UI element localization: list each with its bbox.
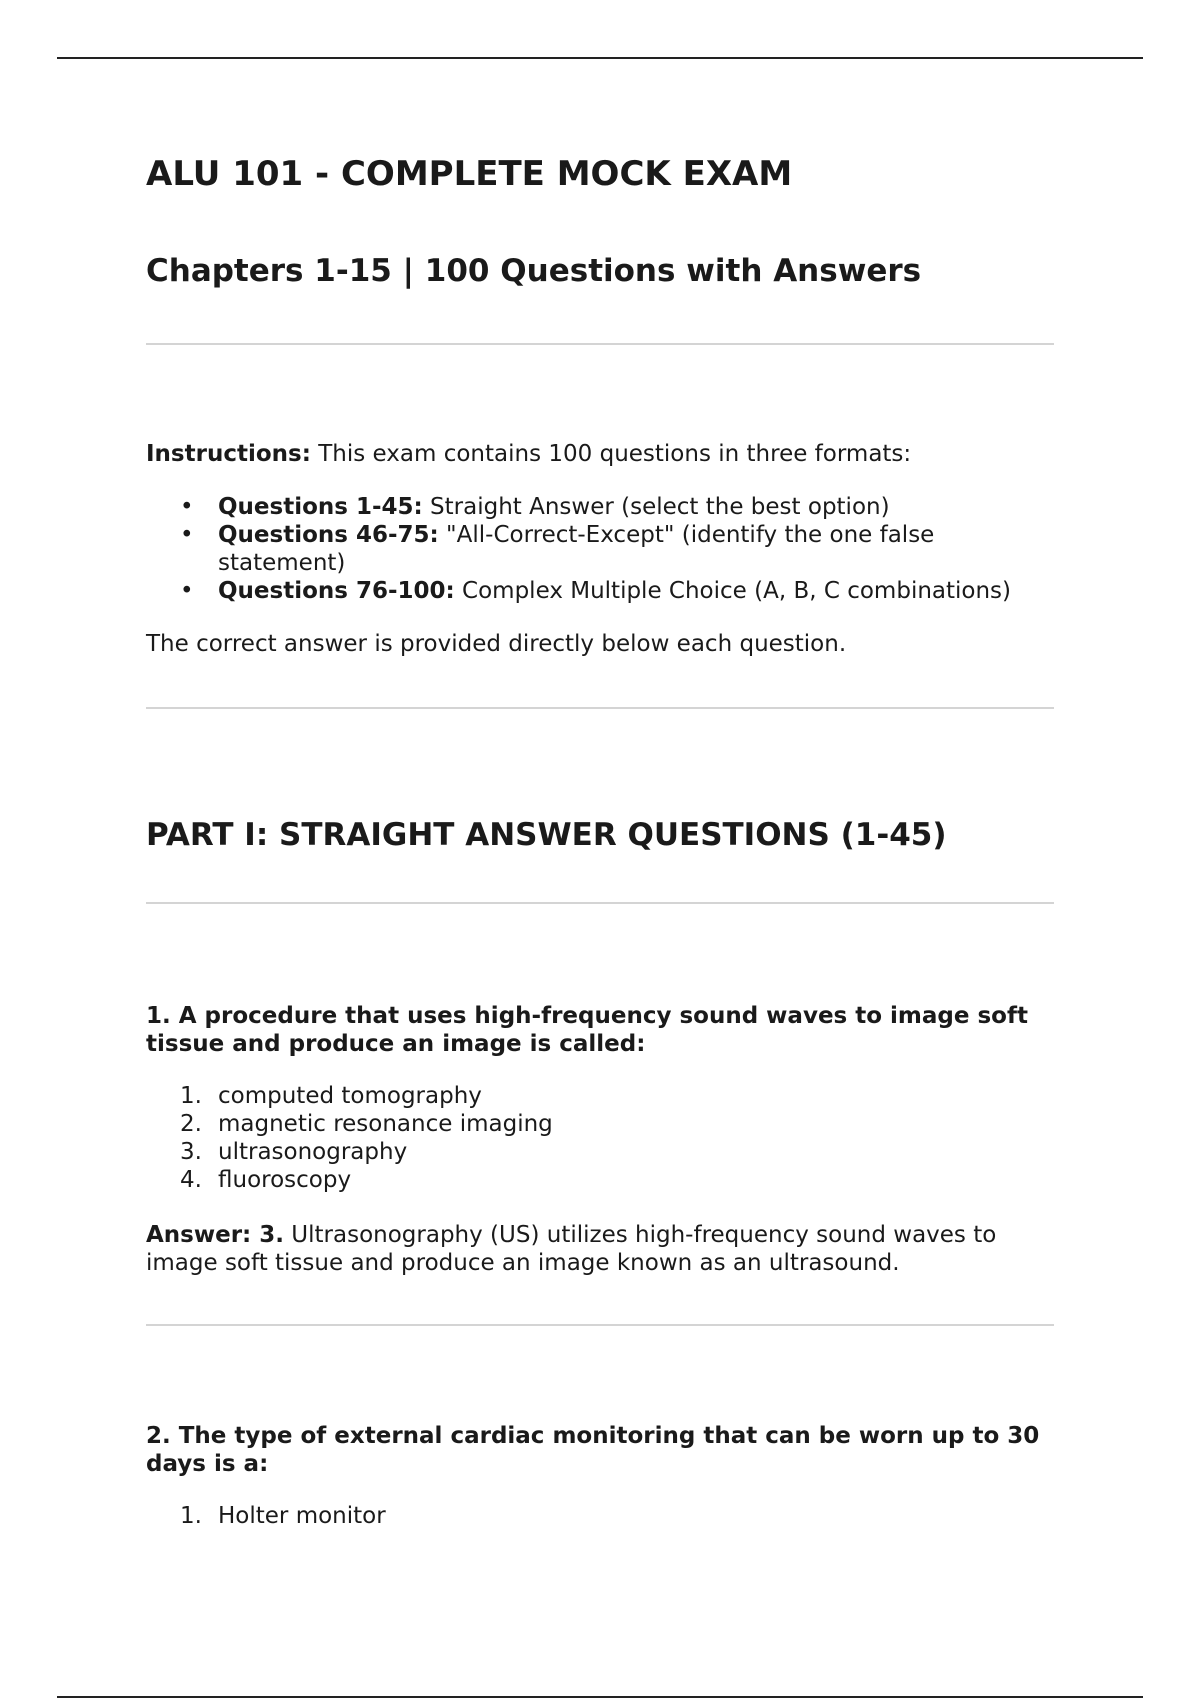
question-prompt: 2. The type of external cardiac monitoring that can be worn up to 30 days is a:: [146, 1423, 1040, 1477]
question-formats-list: [146, 493, 1056, 605]
part-heading: PART I: STRAIGHT ANSWER QUESTIONS (1-45): [146, 817, 947, 853]
document-title: ALU 101 - COMPLETE MOCK EXAM: [146, 154, 793, 194]
question-prompt: 1. A procedure that uses high-frequency sound waves to image soft tissue and produce an image is called:: [146, 1003, 1028, 1057]
page-top-rule: [57, 57, 1143, 59]
answer-option: [146, 1138, 1056, 1166]
answer-explanation: [146, 1221, 1056, 1277]
option-text: ultrasonography: [218, 1139, 408, 1165]
format-label: Questions 46-75:: [218, 522, 439, 548]
format-label: Questions 1-45:: [218, 494, 423, 520]
option-number: 1.: [180, 1083, 202, 1109]
format-text: Straight Answer (select the best option): [422, 494, 890, 520]
instructions-text: This exam contains 100 questions in three formats:: [310, 441, 912, 467]
answer-option: [146, 1110, 1056, 1138]
answer-option: [146, 1166, 1056, 1194]
instructions-label: Instructions:: [146, 441, 311, 467]
answer-option: [146, 1502, 1056, 1530]
option-text: Holter monitor: [218, 1503, 386, 1529]
answer-note: The correct answer is provided directly below each question.: [146, 631, 847, 657]
format-label: Questions 76-100:: [218, 578, 455, 604]
option-number: 2.: [180, 1111, 202, 1137]
page-bottom-rule: [57, 1696, 1143, 1698]
divider: [146, 343, 1054, 345]
divider: [146, 902, 1054, 904]
option-text: computed tomography: [218, 1083, 482, 1109]
answer-option: [146, 1082, 1056, 1110]
divider: [146, 1324, 1054, 1326]
option-number: 1.: [180, 1503, 202, 1529]
answer-options-list: [146, 1502, 1056, 1530]
format-item: [146, 521, 1056, 577]
answer-options-list: [146, 1082, 1056, 1194]
format-item: [146, 493, 1056, 521]
answer-label: Answer: 3.: [146, 1222, 284, 1248]
format-text: Complex Multiple Choice (A, B, C combinations): [454, 578, 1012, 604]
option-number: 4.: [180, 1167, 202, 1193]
answer-text: Ultrasonography (US) utilizes high-frequency sound waves to image soft tissue and produce an image known as an ultrasound.: [146, 1222, 997, 1276]
instructions-paragraph: [146, 440, 1056, 468]
format-item: [146, 577, 1056, 605]
divider: [146, 707, 1054, 709]
option-text: magnetic resonance imaging: [218, 1111, 553, 1137]
option-number: 3.: [180, 1139, 202, 1165]
format-text: "All-Correct-Except" (identify the one false statement): [218, 522, 935, 576]
document-subtitle: Chapters 1-15 | 100 Questions with Answers: [146, 253, 922, 289]
option-text: fluoroscopy: [218, 1167, 352, 1193]
